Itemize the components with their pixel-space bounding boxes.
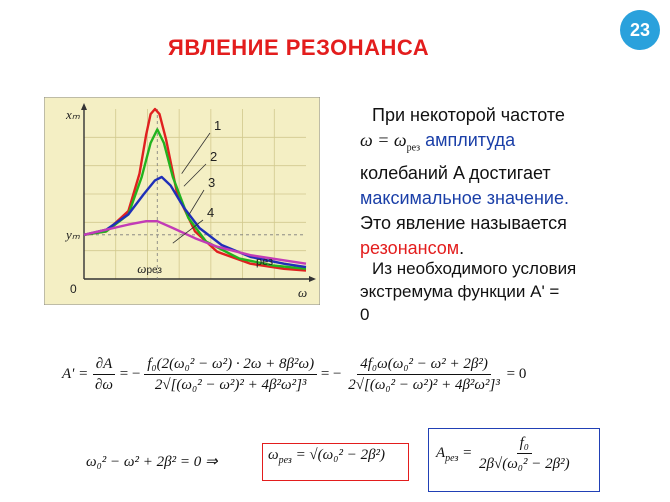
p1-line3: колебаний A достигает: [360, 162, 551, 183]
resonance-label-sub: рез: [146, 265, 162, 276]
omega-equals-omega-res: ω = ω: [360, 130, 407, 150]
amp-res-eq: =: [458, 444, 473, 461]
amp-res-fraction: [476, 434, 573, 473]
curve-2-label: 2: [210, 149, 218, 164]
y-marker-label: yₘ: [66, 226, 80, 242]
fraction-2: [345, 355, 503, 394]
omega-res-formula: [268, 447, 385, 466]
omega-res-formula-sub: рез: [278, 455, 292, 466]
resonance-condition: ω₀² − ω² + 2β² = 0 ⇒: [86, 454, 218, 470]
p1-period: .: [459, 237, 465, 258]
y-axis-label: xₘ: [66, 107, 80, 122]
amplitude-word: амплитуда: [420, 130, 516, 150]
p1-line1: При некоторой частоте: [372, 105, 565, 125]
resonance-chart-svg: [44, 97, 320, 305]
curve-3-label: 3: [208, 175, 216, 190]
partial-fraction: [92, 355, 116, 394]
slide-number-badge: 23: [620, 10, 660, 50]
amp-res-sub: рез: [445, 452, 459, 464]
partial-denominator: ∂ω: [95, 377, 114, 393]
partial-numerator: ∂A: [93, 355, 116, 375]
resonance-description: [360, 103, 630, 261]
amp-res-denominator: 2β√(ω₀² − 2β²): [479, 456, 570, 472]
p2-line2: экстремума функции A' =: [360, 282, 560, 301]
equals-zero: = 0: [506, 365, 527, 382]
max-value-text: максимальное значение.: [360, 187, 569, 208]
p2-line3: 0: [360, 305, 370, 324]
fraction-2-denominator: 2√[(ω₀² − ω²)² + 4β²ω²]³: [348, 377, 500, 393]
slide-title: ЯВЛЕНИЕ РЕЗОНАНСА: [168, 35, 430, 60]
extremum-condition-text: [360, 257, 630, 326]
fraction-1-numerator: f₀(2(ω₀² − ω²) · 2ω + 8β²ω): [144, 355, 317, 375]
fraction-1-denominator: 2√[(ω₀² − ω²)² + 4β²ω²]³: [154, 377, 307, 393]
p1-line5: Это явление называется: [360, 212, 567, 233]
curve-1-label: 1: [214, 118, 222, 133]
resonance-label: ωрез: [137, 261, 162, 276]
amp-res-symbol: A: [436, 444, 446, 461]
equals-minus-2: = −: [320, 365, 342, 382]
resonance-chart: [44, 97, 320, 305]
omega-res-symbol: ω: [268, 447, 279, 463]
resonance-word: резонансом: [360, 237, 460, 258]
equals-minus-1: = −: [119, 365, 141, 382]
derivative-lhs: A' =: [62, 365, 89, 382]
origin-label: 0: [70, 282, 77, 296]
amplitude-res-formula: [436, 434, 573, 473]
omega-res-sub: рез: [406, 142, 421, 154]
x-axis-label: ω: [298, 285, 308, 300]
rez-label: рез: [256, 256, 274, 268]
omega-res-rhs: = √(ω₀² − 2β²): [291, 447, 386, 463]
fraction-1: [144, 355, 317, 394]
fraction-2-numerator: 4f₀ω(ω₀² − ω² + 2β²): [357, 355, 491, 375]
amp-res-numerator: f₀: [517, 434, 532, 454]
curve-4-label: 4: [207, 205, 215, 220]
derivative-formula: [62, 355, 526, 394]
p2-line1: Из необходимого условия: [372, 259, 577, 278]
